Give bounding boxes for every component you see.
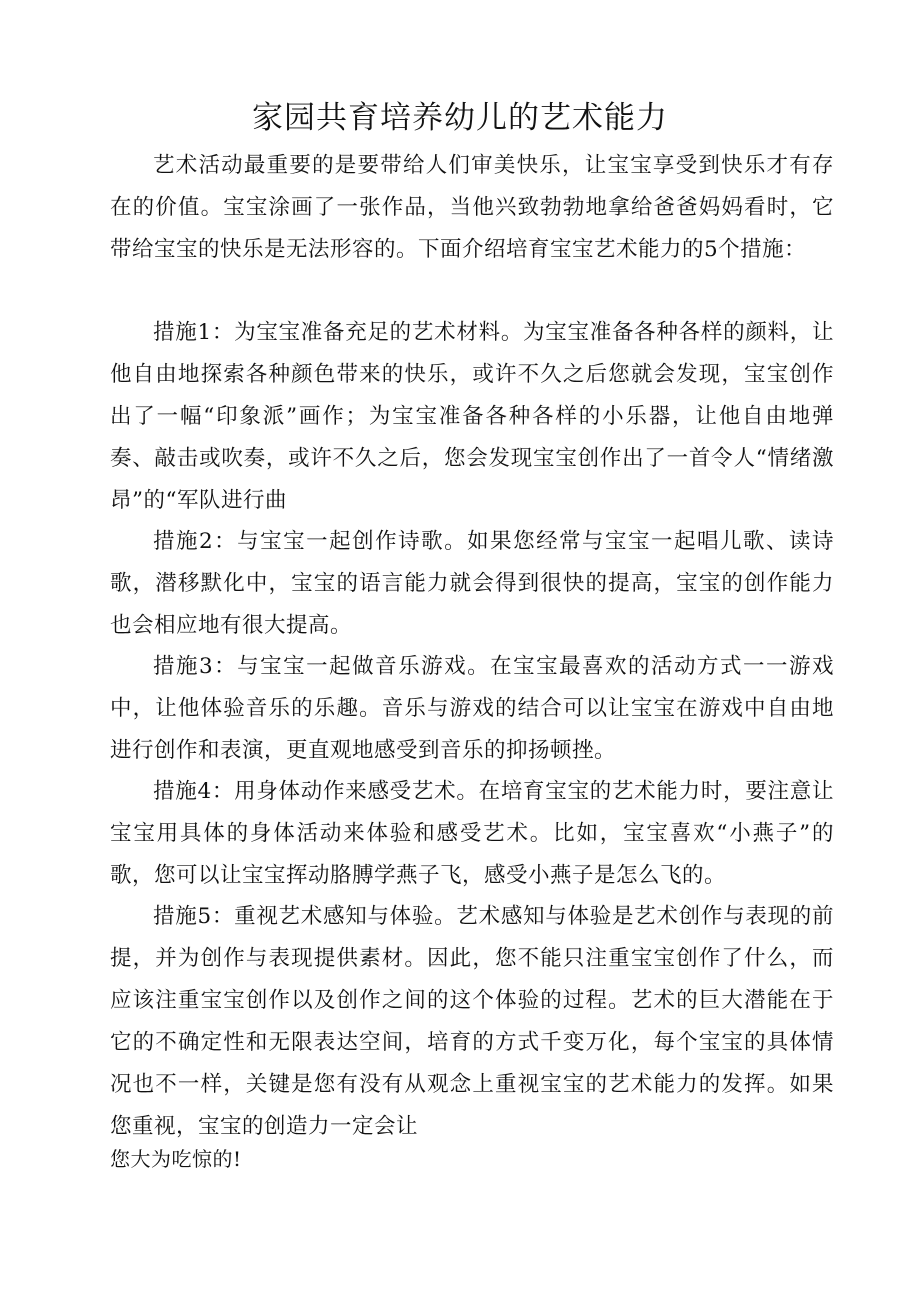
measure-3-paragraph: 措施3：与宝宝一起做音乐游戏。在宝宝最喜欢的活动方式一一游戏中，让他体验音乐的乐趣。音乐与游戏的结合可以让宝宝在游戏中自由地进行创作和表演，更直观地感受到音乐的抑扬顿挫。 [110,654,834,763]
measure-1-paragraph: 措施1：为宝宝准备充足的艺术材料。为宝宝准备各种各样的颜料，让他自由地探索各种颜色带来的快乐，或许不久之后您就会发现，宝宝创作出了一幅“印象派”画作；为宝宝准备各种各样的小乐器，让他自由地弹奏、敲击或吹奏，或许不久之后，您会发现宝宝创作出了一首令人“情绪激昂”的“军队进行曲 [110,320,834,513]
intro-paragraph: 艺术活动最重要的是要带给人们审美快乐，让宝宝享受到快乐才有存在的价值。宝宝涂画了一张作品，当他兴致勃勃地拿给爸爸妈妈看时，它带给宝宝的快乐是无法形容的。下面介绍培育宝宝艺术能力的5个措施： [110,153,834,262]
closing-line: 您大为吃惊的! [110,1147,242,1171]
measure-4-paragraph: 措施4：用身体动作来感受艺术。在培育宝宝的艺术能力时，要注意让宝宝用具体的身体活动来体验和感受艺术。比如，宝宝喜欢“小燕子”的歌，您可以让宝宝挥动胳膊学燕子飞，感受小燕子是怎么飞的。 [110,779,834,888]
measure-5-paragraph: 措施5：重视艺术感知与体验。艺术感知与体验是艺术创作与表现的前提，并为创作与表现提供素材。因此，您不能只注重宝宝创作了什么，而应该注重宝宝创作以及创作之间的这个体验的过程。艺术的巨大潜能在于它的不确定性和无限表达空间，培育的方式千变万化，每个宝宝的具体情况也不一样，关键是您有没有从观念上重视宝宝的艺术能力的发挥。如果您重视，宝宝的创造力一定会让 [110,904,834,1139]
measure-2-paragraph: 措施2：与宝宝一起创作诗歌。如果您经常与宝宝一起唱儿歌、读诗歌，潜移默化中，宝宝的语言能力就会得到很快的提高，宝宝的创作能力也会相应地有很大提高。 [110,529,834,638]
document-title: 家园共育培养幼儿的艺术能力 [252,100,668,136]
